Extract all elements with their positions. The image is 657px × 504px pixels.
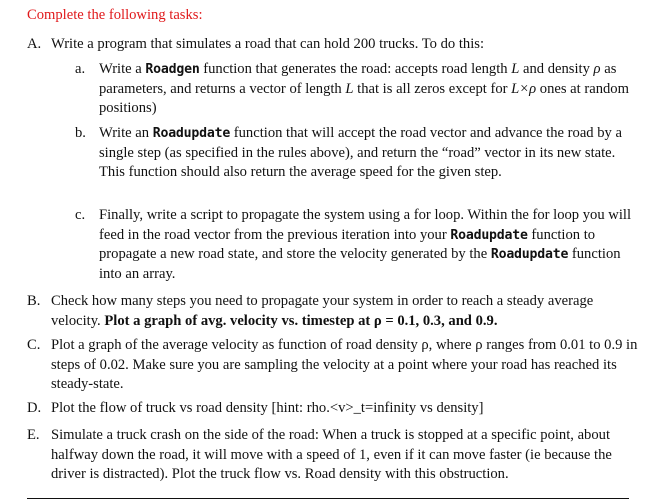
task-a-letter: A. xyxy=(27,36,42,52)
task-b-letter: B. xyxy=(27,293,41,309)
roadupdate-code: Roadupdate xyxy=(490,247,569,262)
roadupdate-code: Roadupdate xyxy=(152,126,231,141)
task-e-letter: E. xyxy=(27,427,40,443)
subtask-b-letter: b. xyxy=(75,125,86,141)
bottom-rule xyxy=(27,498,629,499)
subtask-c-letter: c. xyxy=(75,207,86,223)
task-heading: Complete the following tasks: xyxy=(27,7,203,23)
task-b-text: Check how many steps you need to propagate your system in order to reach a steady average velocity. Plot a graph of avg. velocity vs. timestep at ρ = 0.1, 0.3, and 0.9. xyxy=(51,293,594,329)
task-c-text: Plot a graph of the average velocity as function of road density ρ, where ρ ranges from 0.01 to 0.9 in steps of 0.02. Make sure you are sampling the velocity at a point where your road has reached its steady-state. xyxy=(51,337,638,392)
subtask-c-text: Finally, write a script to propagate the system using a for loop. Within the for loop you will feed in the road vector from the previous iteration into your Roadupdate function to propagate a new road state, and store the velocity generated by the Roadupdate function into an array. xyxy=(99,207,631,282)
subtask-a-letter: a. xyxy=(75,61,86,77)
task-e-text: Simulate a truck crash on the side of the road: When a truck is stopped at a specific point, about halfway down the road, it will move with a speed of 1, even if it can move faster (ie because the driver is distracted). Plot the truck flow vs. Road density with this obstruction. xyxy=(51,427,612,482)
task-d-text: Plot the flow of truck vs road density [hint: rho.<v>_t=infinity vs density] xyxy=(51,400,484,416)
subtask-a-text: Write a Roadgen function that generates the road: accepts road length L and density ρ as parameters, and returns a vector of length L that is all zeros except for L×ρ ones at random positions) xyxy=(99,61,629,116)
task-c-letter: C. xyxy=(27,337,41,353)
subtask-b-text: Write an Roadupdate function that will accept the road vector and advance the road by a single step (as specified in the rules above), and return the “road” vector in its new state. This function should also return the average speed for the given step. xyxy=(99,125,622,180)
task-b-bold-text: Plot a graph of avg. velocity vs. timestep at ρ = 0.1, 0.3, and 0.9. xyxy=(104,312,498,329)
roadgen-code: Roadgen xyxy=(145,62,200,77)
roadupdate-code: Roadupdate xyxy=(450,227,528,243)
task-d-letter: D. xyxy=(27,400,42,416)
task-a-text: Write a program that simulates a road that can hold 200 trucks. To do this: xyxy=(51,36,484,52)
